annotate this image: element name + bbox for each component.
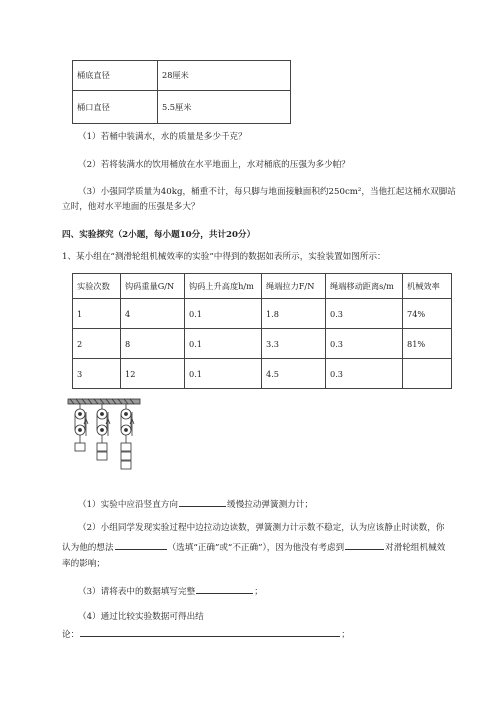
- sub-question-2-line-3: 率的影响；: [62, 559, 105, 569]
- answer-blank[interactable]: [80, 627, 340, 637]
- sub-question-1: [78, 497, 313, 511]
- table-cell: 3: [73, 359, 121, 389]
- sub-question-3-prefix: （3）请将表中的数据填写完整: [78, 587, 196, 597]
- table-cell: 81%: [403, 329, 452, 359]
- table-header: 实验次数: [73, 274, 121, 299]
- pulley-apparatus-figure: [66, 398, 146, 478]
- sub-question-3: [78, 584, 263, 598]
- experiment-table: [72, 273, 452, 389]
- sub-question-1-suffix: 缓慢拉动弹簧测力计；: [227, 500, 313, 510]
- table-cell: 0.3: [326, 299, 403, 329]
- sub-question-2-text-b: （选填“正确”或“不正确”），因为他没有考虑到: [167, 543, 345, 553]
- answer-blank[interactable]: [196, 584, 253, 594]
- table-header: 绳端拉力F/N: [262, 274, 326, 299]
- table-cell: 4.5: [262, 359, 326, 389]
- sub-question-1-prefix: （1）实验中应沿竖直方向: [78, 500, 178, 510]
- table-cell: 74%: [403, 299, 452, 329]
- answer-blank[interactable]: [179, 497, 226, 507]
- problem-1-intro: 1、某小组在“测滑轮组机械效率的实验”中得到的数据如表所示，实验装置如图所示：: [62, 252, 386, 262]
- table-cell: 12: [121, 359, 185, 389]
- table-cell: [403, 359, 452, 389]
- table-cell: 1: [73, 299, 121, 329]
- table-header: 绳端移动距离s/m: [326, 274, 403, 299]
- table-cell: 2: [73, 329, 121, 359]
- table-cell: 8: [121, 329, 185, 359]
- sub-question-2-text-a: 认为他的想法: [62, 543, 114, 553]
- section-heading: 四、实验探究（2小题，每小题10分，共计20分）: [62, 230, 256, 240]
- table-header: 钩码上升高度h/m: [185, 274, 262, 299]
- sub-question-4-line-1: （4）通过比较实验数据可得出结: [78, 612, 204, 622]
- sub-question-2-line-2: [62, 540, 445, 554]
- table-header: 机械效率: [403, 274, 452, 299]
- sub-question-4-line-2: [62, 627, 350, 641]
- table-cell: 5.5厘米: [158, 91, 291, 124]
- answer-blank[interactable]: [115, 540, 167, 550]
- table-cell: 桶口直径: [73, 91, 158, 124]
- table-cell: 0.1: [185, 359, 262, 389]
- table-cell: 3.3: [262, 329, 326, 359]
- table-cell: 桶底直径: [73, 61, 158, 91]
- question-3-line-1: （3）小强同学质量为40kg，桶重不计，每只脚与地面接触面积约250cm²，当他扛起这桶水双脚站: [78, 187, 456, 197]
- sub-question-2-text-c: 对滑轮组机械效: [385, 543, 446, 553]
- table-cell: 1.8: [262, 299, 326, 329]
- table-cell: 0.3: [326, 359, 403, 389]
- table-cell: 0.1: [185, 299, 262, 329]
- sub-question-4-prefix: 论：: [62, 630, 80, 640]
- question-2: （2）若将装满水的饮用桶放在水平地面上，水对桶底的压强为多少帕？: [78, 160, 350, 170]
- table-cell: 4: [121, 299, 185, 329]
- sub-question-3-suffix: ；: [254, 587, 263, 597]
- dimension-table: [72, 60, 291, 124]
- question-3-line-2: 立时，他对水平地面的压强是多大？: [62, 202, 200, 212]
- table-cell: 0.3: [326, 329, 403, 359]
- question-1: （1）若桶中装满水，水的质量是多少千克？: [78, 132, 247, 142]
- sub-question-4-suffix: ；: [341, 630, 350, 640]
- answer-blank[interactable]: [345, 540, 384, 550]
- table-header: 钩码重量G/N: [121, 274, 185, 299]
- table-cell: 28厘米: [158, 61, 291, 91]
- table-cell: 0.1: [185, 329, 262, 359]
- sub-question-2-line-1: （2）小组同学发现实验过程中边拉动边读数，弹簧测力计示数不稳定，认为应该静止时读数，你: [78, 523, 445, 533]
